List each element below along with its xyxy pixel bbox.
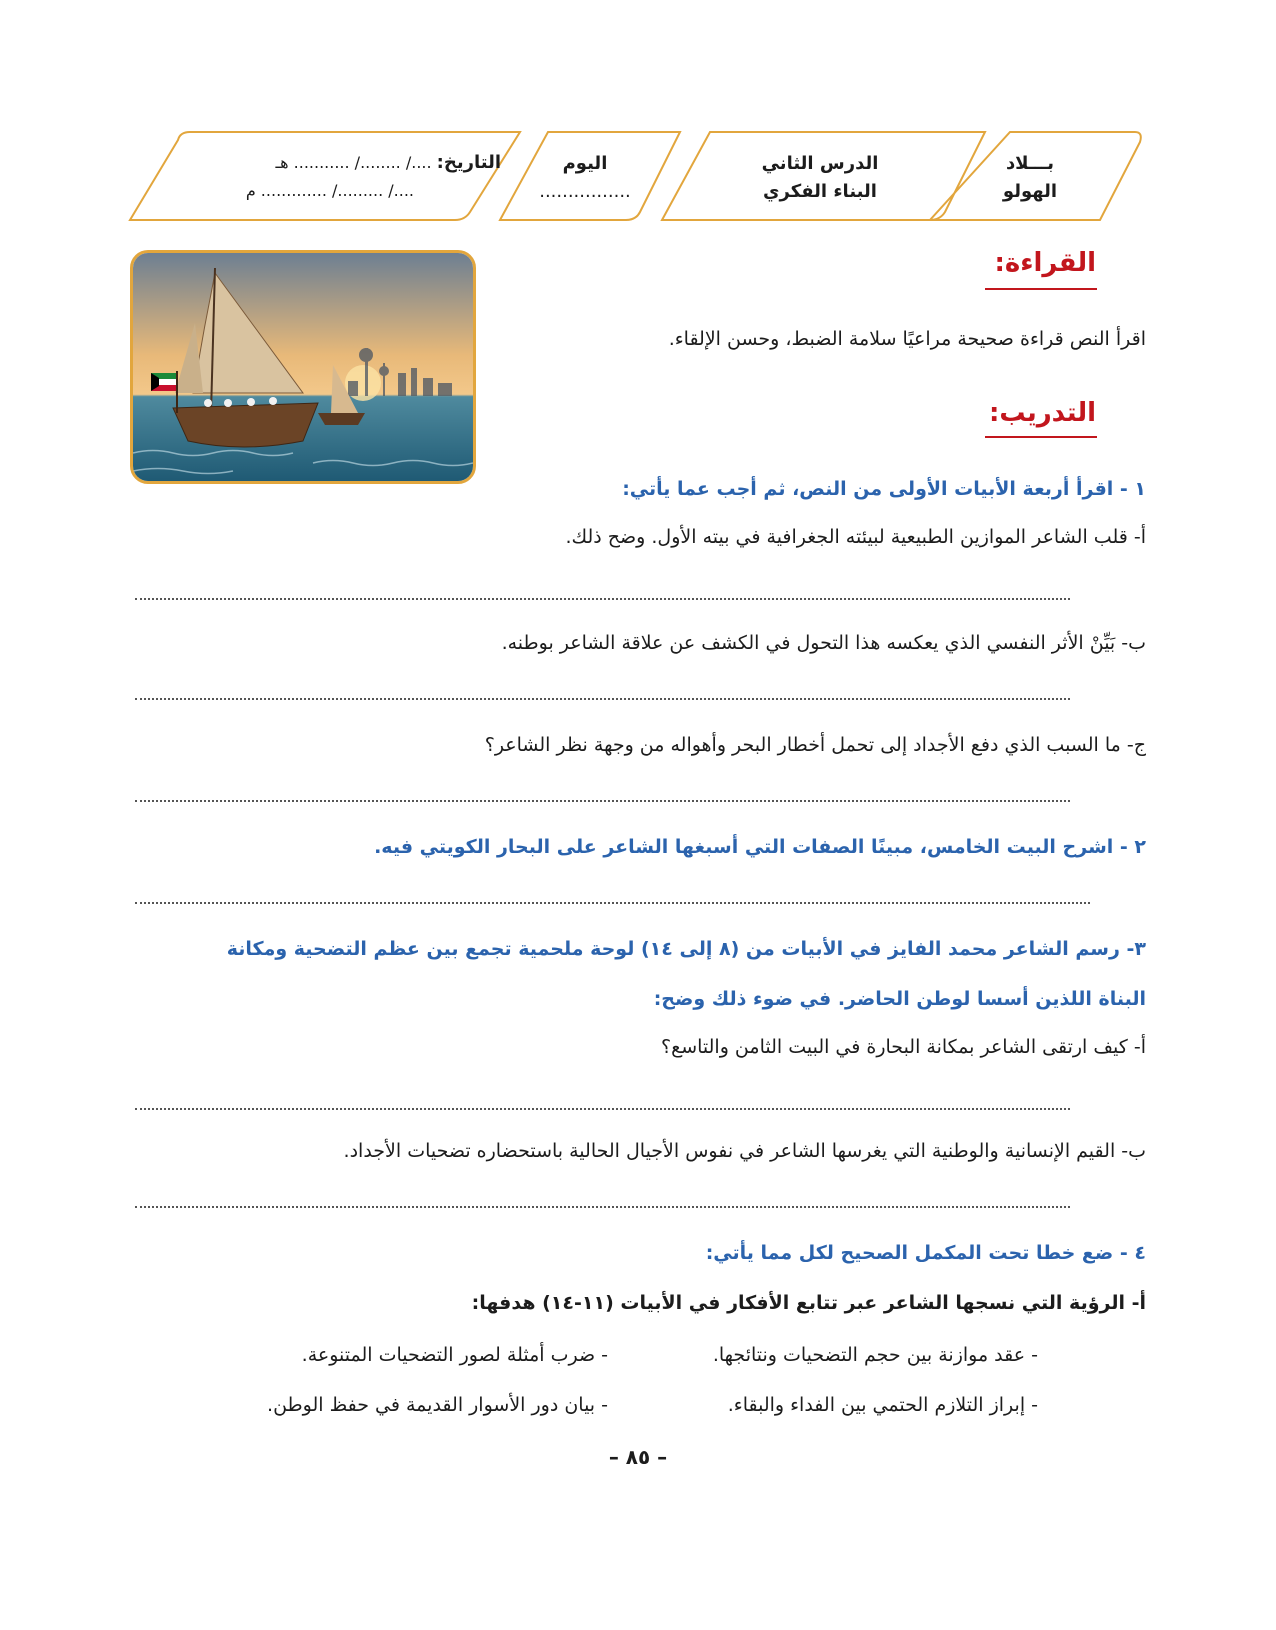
question-4-heading: ٤ - ضع خطا تحت المكمل الصحيح لكل مما يأتي:	[705, 1242, 1146, 1264]
lesson-title: البناء الفكري	[763, 181, 877, 202]
reading-underline	[985, 288, 1097, 290]
day-dots: ................	[539, 181, 631, 202]
question-3b: ب- القيم الإنسانية والوطنية التي يغرسها الشاعر في نفوس الأجيال الحالية باستحضاره تضحيات الأجداد.	[343, 1140, 1146, 1162]
date-greg: ..../ ........./ ............. م	[245, 181, 414, 200]
lesson-number: الدرس الثاني	[761, 153, 879, 174]
reading-instruction: اقرأ النص قراءة صحيحة مراعيًا سلامة الضبط، وحسن الإلقاء.	[668, 328, 1146, 350]
answer-line-2[interactable]	[135, 902, 1090, 904]
country-label: بـــلاد	[1005, 153, 1055, 174]
page-number: – ٨٥ –	[608, 1445, 668, 1469]
question-1-heading: ١ - اقرأ أربعة الأبيات الأولى من النص، ثم أجب عما يأتي:	[622, 478, 1146, 500]
option-3[interactable]: - إبراز التلازم الحتمي بين الفداء والبقاء.	[727, 1394, 1038, 1416]
dhow-illustration	[133, 253, 473, 481]
question-3a: أ- كيف ارتقى الشاعر بمكانة البحارة في البيت الثامن والتاسع؟	[661, 1036, 1146, 1058]
header-day	[520, 150, 650, 206]
question-4a: أ- الرؤية التي نسجها الشاعر عبر تتابع الأفكار في الأبيات (١١-١٤) هدفها:	[471, 1292, 1146, 1314]
question-1b: ب- بَيِّنْ الأثر النفسي الذي يعكسه هذا التحول في الكشف عن علاقة الشاعر بوطنه.	[501, 632, 1146, 654]
header-country	[960, 150, 1100, 206]
option-1[interactable]: - عقد موازنة بين حجم التضحيات ونتائجها.	[712, 1344, 1038, 1366]
option-4[interactable]: - بيان دور الأسوار القديمة في حفظ الوطن.	[267, 1394, 608, 1416]
answer-line-1b[interactable]	[135, 698, 1070, 700]
question-3-heading-line1: ٣- رسم الشاعر محمد الفايز في الأبيات من (٨ إلى ١٤) لوحة ملحمية تجمع بين عظم التضحية ومكانة	[226, 938, 1146, 960]
question-2-heading: ٢ - اشرح البيت الخامس، مبينًا الصفات التي أسبغها الشاعر على البحار الكويتي فيه.	[374, 836, 1146, 858]
header-frames	[0, 0, 1276, 260]
question-3-heading-line2: البناة اللذين أسسا لوطن الحاضر. في ضوء ذلك وضح:	[653, 988, 1146, 1010]
date-label: التاريخ:	[436, 152, 501, 173]
question-1c: ج- ما السبب الذي دفع الأجداد إلى تحمل أخطار البحر وأهواله من وجهة نظر الشاعر؟	[484, 734, 1146, 756]
answer-line-3a[interactable]	[135, 1108, 1070, 1110]
answer-line-3b[interactable]	[135, 1206, 1070, 1208]
dhow-photo	[130, 250, 476, 484]
option-2[interactable]: - ضرب أمثلة لصور التضحيات المتنوعة.	[301, 1344, 608, 1366]
question-1a: أ- قلب الشاعر الموازين الطبيعية لبيئته الجغرافية في بيته الأول. وضح ذلك.	[565, 526, 1146, 548]
training-underline	[985, 436, 1097, 438]
training-title: التدريب:	[989, 398, 1096, 428]
date-hijri-line	[275, 150, 501, 176]
reading-title: القراءة:	[994, 248, 1096, 278]
answer-line-1c[interactable]	[135, 800, 1070, 802]
country-value: الهولو	[1002, 181, 1058, 202]
date-hijri: ..../ ......../ ........... هـ	[275, 153, 432, 172]
header-lesson	[700, 150, 940, 206]
answer-line-1a[interactable]	[135, 598, 1070, 600]
day-label: اليوم	[562, 153, 608, 174]
